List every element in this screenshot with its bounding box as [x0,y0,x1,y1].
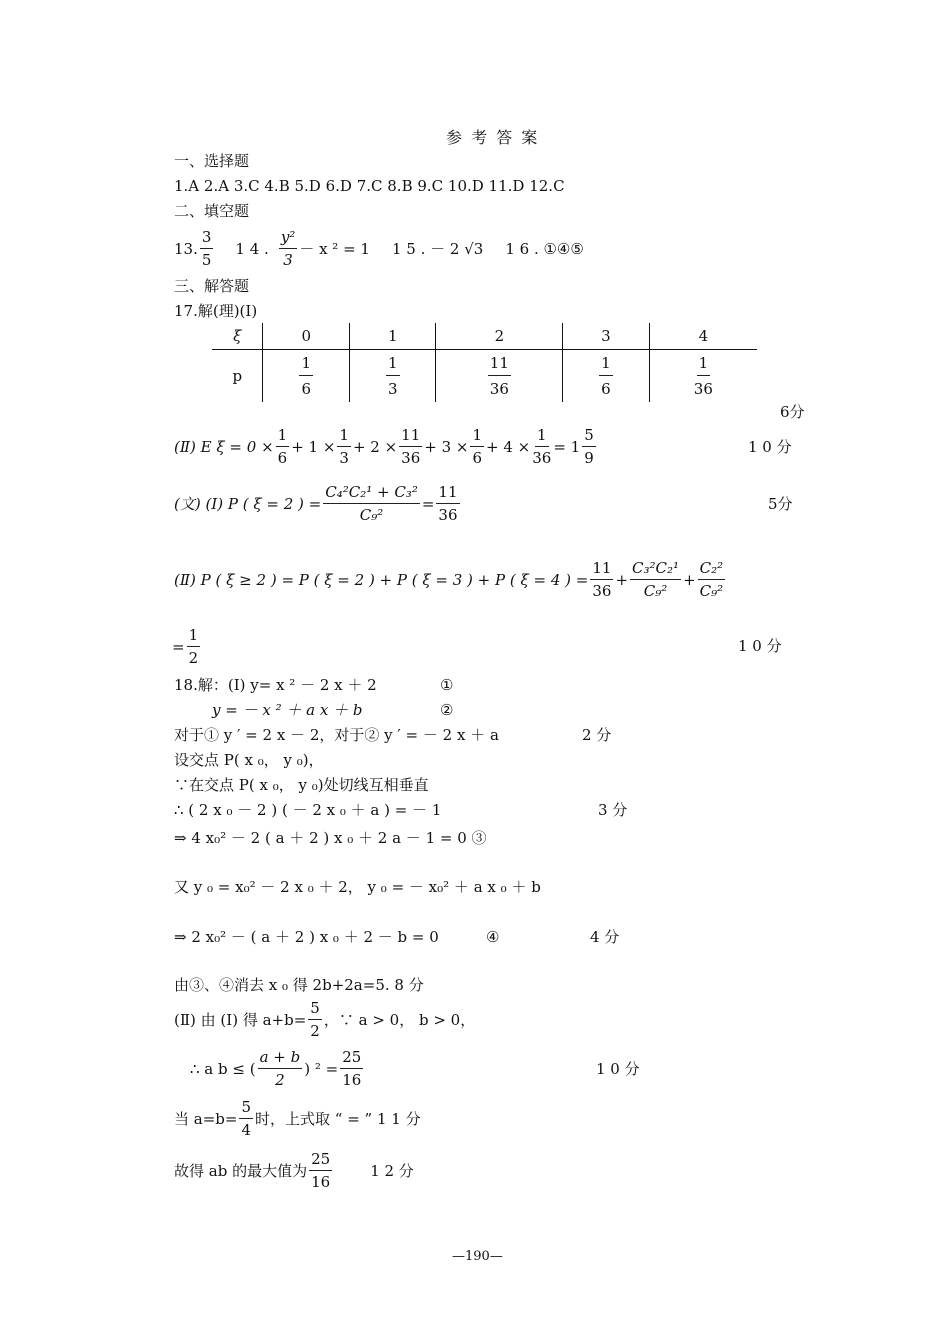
section-solve-heading: 三、解答题 [174,277,250,295]
q13-fraction: 3 5 [201,228,212,269]
q18-line-7: ⇒ 4 x₀² － 2 ( a ＋ 2 ) x ₀ ＋ 2 a － 1 = 0 ③ [174,829,487,847]
score-4: 4 分 [590,928,620,946]
q16-answer: 1 6 . ①④⑤ [505,239,584,258]
score-5: 5分 [768,495,793,513]
q18-line-1: 18.解：(Ⅰ) y= x ² － 2 x ＋ 2 [174,676,377,694]
section-choice-heading: 一、选择题 [174,152,250,170]
table-header-cell: 3 [563,323,650,350]
score-3: 3 分 [598,801,628,819]
q18-line-3: 对于① y ′ = 2 x － 2，对于② y ′ = － 2 x ＋ a [174,726,499,744]
score-6: 6分 [780,403,805,421]
circle-1: ① [440,676,454,694]
score-10c: 1 0 分 [596,1060,640,1078]
circle-2: ② [440,701,454,719]
q18-line-14: 故得 ab 的最大值为 25 16 1 2 分 [174,1150,414,1191]
table-row-label: p [232,367,243,385]
table-row [212,350,757,403]
q18-line-6: ∴ ( 2 x ₀ － 2 ) ( － 2 x ₀ ＋ a ) = － 1 [174,801,442,819]
table-cell: $\frac{1}{36}$ [649,350,757,403]
q18-line-2: y = － x ² ＋ a x ＋ b [212,701,363,719]
q15-answer: 1 5 . － 2 √3 [391,239,484,258]
wen-equation-1: (文) (Ⅰ) P ( ξ = 2 ) = $\frac{\text{C₄²C₂¹ + C₃²}}{\text{C₉²}}$ = $\frac{11}{36}$ [174,483,458,524]
q18-line-13: 当 a=b= $\frac{5}{4}$ 时，上式取 “ = ” 1 1 分 [174,1098,421,1139]
wen-equation-2: (Ⅱ) P ( ξ ≥ 2 ) = P ( ξ = 2 ) + P ( ξ = 3 ) + P ( ξ = 4 ) = $\frac{11}{36}$ + $\frac{\text{C₃²C₂¹}}{\text{C₉²}}$ + $\frac{\text{C₂²}}{\text{C₉²}}$ [174,559,724,600]
table-header-cell: ξ [212,323,263,350]
score-2: 2 分 [582,726,612,744]
distribution-table [212,323,757,402]
section-fill-heading: 二、填空题 [174,202,250,220]
q14-label: 1 4 . [235,239,269,258]
q14-fraction: y² 3 [280,228,296,269]
q18-line-12: ∴ a b ≤ ( a + b 2 ) ² = $\frac{25}{16}$ [190,1048,362,1089]
table-header-cell: 0 [263,323,350,350]
fill-answers [174,230,584,268]
table-cell: $\frac{11}{36}$ [436,350,563,403]
page-title: 参 考 答 案 [446,128,540,147]
q18-line-10: 由③、④消去 x ₀ 得 2b+2a=5. 8 分 [174,976,424,994]
choice-answers: 1.A 2.A 3.C 4.B 5.D 6.D 7.C 8.B 9.C 10.D 11.D 12.C [174,177,565,195]
table-cell: $\frac{1}{6}$ [563,350,650,403]
q18-line-8: 又 y ₀ = x₀² － 2 x ₀ ＋ 2， y ₀ = － x₀² ＋ a x ₀ ＋ b [174,878,541,896]
q17-label: 17.解(理)(Ⅰ) [174,302,258,320]
table-header-row [212,323,757,350]
q18-line-5: ∵在交点 P( x ₀， y ₀)处切线互相垂直 [174,776,429,794]
table-cell: $\frac{1}{3}$ [349,350,436,403]
table-cell: $\frac{1}{6}$ [263,350,350,403]
expectation-equation: (Ⅱ) E ξ = 0 × $\frac{1}{6}$ + 1 × $\frac{1}{3}$ + 2 × $\frac{11}{36}$ + 3 × $\frac{1}{6}$ + 4 × $\frac{1}{36}$ = 1 5 9 [174,426,594,467]
table-header-cell: 4 [649,323,757,350]
page-number: —190— [452,1249,503,1264]
q14-rest: － x ² = 1 [299,239,370,258]
q18-line-4: 设交点 P( x ₀， y ₀)， [174,751,324,769]
half-result: = $\frac{1}{2}$ [172,626,199,667]
q18-line-9: ⇒ 2 x₀² － ( a ＋ 2 ) x ₀ ＋ 2 － b = 0 [174,928,439,946]
q13-label: 13. [174,239,198,258]
table-header-cell: 2 [436,323,563,350]
score-10b: 1 0 分 [738,637,782,655]
q18-line-11: (Ⅱ) 由 (Ⅰ) 得 a+b= $\frac{5}{2}$ ，∵ a > 0， b > 0， [174,999,476,1040]
circle-4: ④ [486,928,500,946]
score-10a: 1 0 分 [748,438,792,456]
table-header-cell: 1 [349,323,436,350]
